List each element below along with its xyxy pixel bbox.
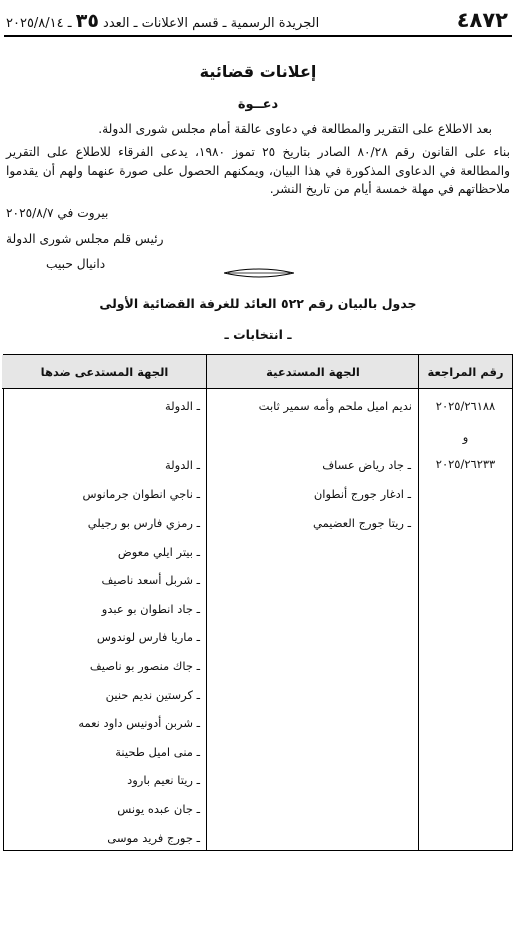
- requester: ـ ادغار جورج أنطوان: [313, 487, 411, 501]
- header-ref: رقم المراجعة: [419, 355, 512, 389]
- column-divider: [206, 355, 207, 850]
- cases-table: [3, 354, 513, 851]
- table-title: جدول بالبيان رقم ٥٢٢ العائد للغرفة القضائية الأولى: [99, 296, 417, 311]
- respondent: ـ جان عبده يونس: [117, 802, 200, 816]
- respondent: ـ كرستين نديم حنين: [105, 688, 200, 702]
- issue-number: ٣٥: [75, 10, 99, 32]
- respondent: ـ رمزي فارس بو رجيلي: [87, 516, 200, 530]
- respondent: ـ جورج فريد موسى: [107, 831, 200, 845]
- respondent: ـ شربل أسعد ناصيف: [101, 573, 200, 587]
- respondent: ـ الدولة: [165, 458, 200, 472]
- respondent: ـ شربن أدونيس داود نعمه: [78, 716, 200, 730]
- requester: نديم اميل ملحم وأمه سمير ثابت: [258, 399, 412, 413]
- requester: ـ جاد رياض عساف: [322, 458, 411, 472]
- notice-paragraph-1: بعد الاطلاع على التقرير والمطالعة في دعاوى عالقة أمام مجلس شورى الدولة.: [98, 122, 492, 136]
- respondent: ـ الدولة: [165, 399, 200, 413]
- respondent: ـ منى اميل طحينة: [115, 745, 200, 759]
- header-respondent: الجهة المستدعى ضدها: [2, 355, 207, 389]
- respondent: ـ جاك منصور بو ناصيف: [89, 659, 200, 673]
- requester: ـ ريتا جورج العضيمي: [312, 516, 411, 530]
- case-number: ٢٠٢٥/٢٦٢٣٣: [435, 457, 496, 471]
- page-number: ٤٨٧٢: [456, 8, 508, 32]
- running-header: [6, 10, 319, 32]
- running-header-prefix: الجريدة الرسمية ـ قسم الاعلانات ـ العدد: [98, 16, 320, 31]
- table-subtitle: ـ انتخابات ـ: [224, 327, 292, 342]
- respondent: ـ جاد انطوان بو عبدو: [101, 602, 200, 616]
- header-requester: الجهة المستدعية: [207, 355, 419, 389]
- respondent: ـ ريتا نعيم بارود: [127, 773, 200, 787]
- signer-name: دانيال حبيب: [46, 257, 106, 271]
- running-header-date: ـ ٢٠٢٥/٨/١٤: [6, 16, 76, 31]
- signature-place-date: بيروت في ٢٠٢٥/٨/٧: [6, 206, 109, 220]
- case-joiner: و: [462, 430, 469, 444]
- page-header: [6, 6, 508, 36]
- separator-ornament: [224, 267, 294, 279]
- notice-title: دعــوة: [237, 97, 279, 112]
- notice-paragraph-2: بناء على القانون رقم ٨٠/٢٨ الصادر بتاريخ ٢٥ تموز ١٩٨٠، يدعى الفرقاء للاطلاع على التقرير والمطالعة في الدعاوى المذكورة في هذا البيان، ويمكنهم الحصول على صورة عنهما ولهم أن يقدموا ملاحظاتهم في مهلة خمسة أيام من تاريخ النشر.: [6, 145, 510, 196]
- section-title: إعلانات قضائية: [199, 62, 317, 81]
- header-rule: [4, 35, 512, 37]
- respondent: ـ ناجي انطوان جرمانوس: [82, 487, 200, 501]
- respondent: ـ ماريا فارس لوندوس: [96, 630, 200, 644]
- respondent: ـ بيتر ايلي معوض: [117, 545, 200, 559]
- signer-role: رئيس قلم مجلس شورى الدولة: [6, 232, 164, 246]
- case-number: ٢٠٢٥/٢٦١٨٨: [435, 399, 496, 413]
